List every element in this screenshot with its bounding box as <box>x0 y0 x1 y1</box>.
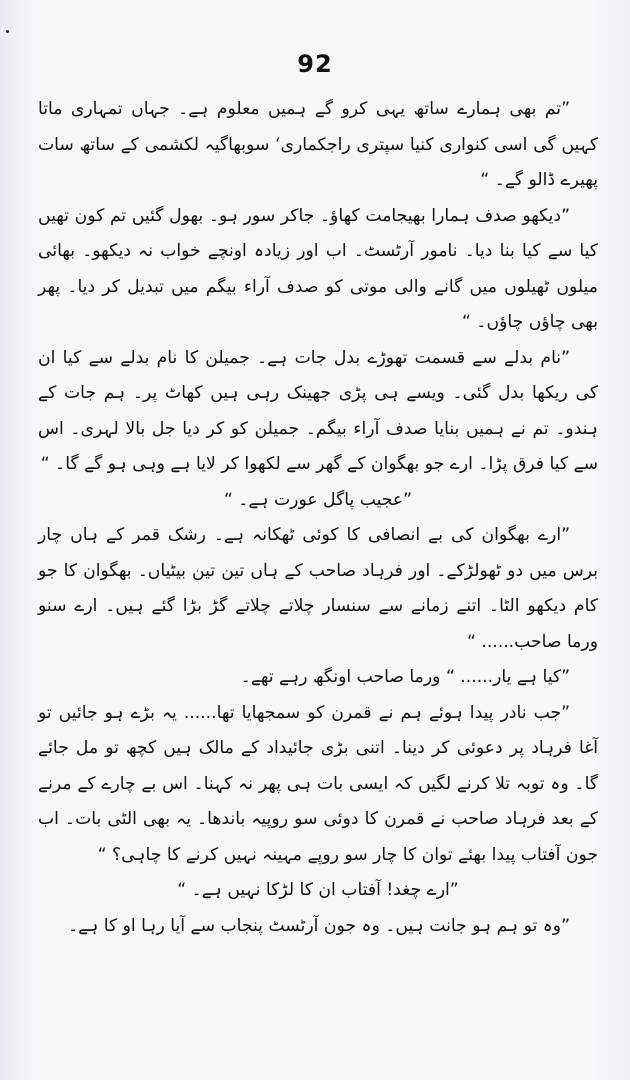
page-number: 92 <box>297 50 333 78</box>
paragraph: ”عجیب پاگل عورت ہے۔ “ <box>223 489 413 510</box>
paragraph: ”جب نادر پیدا ہوئے ہم نے قمرن کو سمجھایا تھا...... یہ بڑے ہو جائیں تو آغا فرہاد پر دعوئی کر دینا۔ اتنی بڑی جائیداد کے مالک ہیں کچھ تو مل جائے گا۔ وہ توبہ تلا کرنے لگیں کہ ایسی بات ہی پھر نہ کہنا۔ اس بے چارے کے مرنے کے بعد فرہاد صاحب نے قمرن کا دوئی سو روپیہ باندھا۔ یہ بھی الٹی بات۔ اب جون آفتاب پیدا بھئے توان کا چار سو روپے مہینہ نہیں کرنے کا چاہی؟ “ <box>38 702 598 865</box>
scan-speck <box>6 30 9 33</box>
paragraph: ”کیا ہے یار...... “ ورما صاحب اونگھ رہے تھے۔ <box>240 667 570 687</box>
paragraph: ”تم بھی ہمارے ساتھ یہی کرو گے ہمیں معلوم ہے۔ جہاں تمہاری ماتا کہیں گی اسی کنواری کنیا سپتری راجکماری‘ سوبھاگیہ لکشمی کے ساتھ سات پھیرے ڈالو گے۔ “ <box>38 99 598 190</box>
paragraph: ”ارے بھگوان کی بے انصافی کا کوئی ٹھکانہ ہے۔ رشک قمر کے ہاں چار برس میں دو ٹھولڑکے۔ اور فرہاد صاحب کے ہاں تین تین بیٹیاں۔ بھگوان کا جو کام دیکھو الٹا۔ اتنے زمانے سے سنسار چلاتے چلاتے گڑ بڑا گئے ہیں۔ ارے سنو ورما صاحب...... “ <box>38 525 598 652</box>
paragraph: ”ارے چغد! آفتاب ان کا لڑکا نہیں ہے۔ “ <box>177 880 459 900</box>
paragraph: ”وہ تو ہم ہو جانت ہیں۔ وہ جون آرٹسٹ پنجاب سے آیا رہا او کا ہے۔ <box>68 915 570 936</box>
paragraph: ”دیکھو صدف ہمارا بھیجامت کھاؤ۔ جاکر سور ہو۔ بھول گئیں تم کون تھیں کیا سے کیا بنا دیا۔ نامور آرٹسٹ۔ اب اور زیادہ اونچے خواب نہ دیکھو۔ بھائی میلوں ٹھیلوں میں گانے والی موتی کو صدف آراء بیگم میں تبدیل کر دیا۔ پھر بھی چاؤں چاؤں۔ “ <box>38 205 598 332</box>
body-text <box>38 92 598 944</box>
paragraph: ”نام بدلے سے قسمت تھوڑے بدل جات ہے۔ جمیلن کا نام بدلے سے کیا ان کی ریکھا بدل گئی۔ ویسے ہی پڑی جھینک رہی ہیں کھاٹ پر۔ ہم جات کے ہندو۔ تم نے ہمیں بنایا صدف آراء بیگم۔ جمیلن کو کر دیا جل بالا لہری۔ اس سے کیا فرق پڑا۔ ارے جو بھگوان کے گھر سے لکھوا کر لایا ہے وہی ہو گے گا۔ “ <box>38 347 598 474</box>
